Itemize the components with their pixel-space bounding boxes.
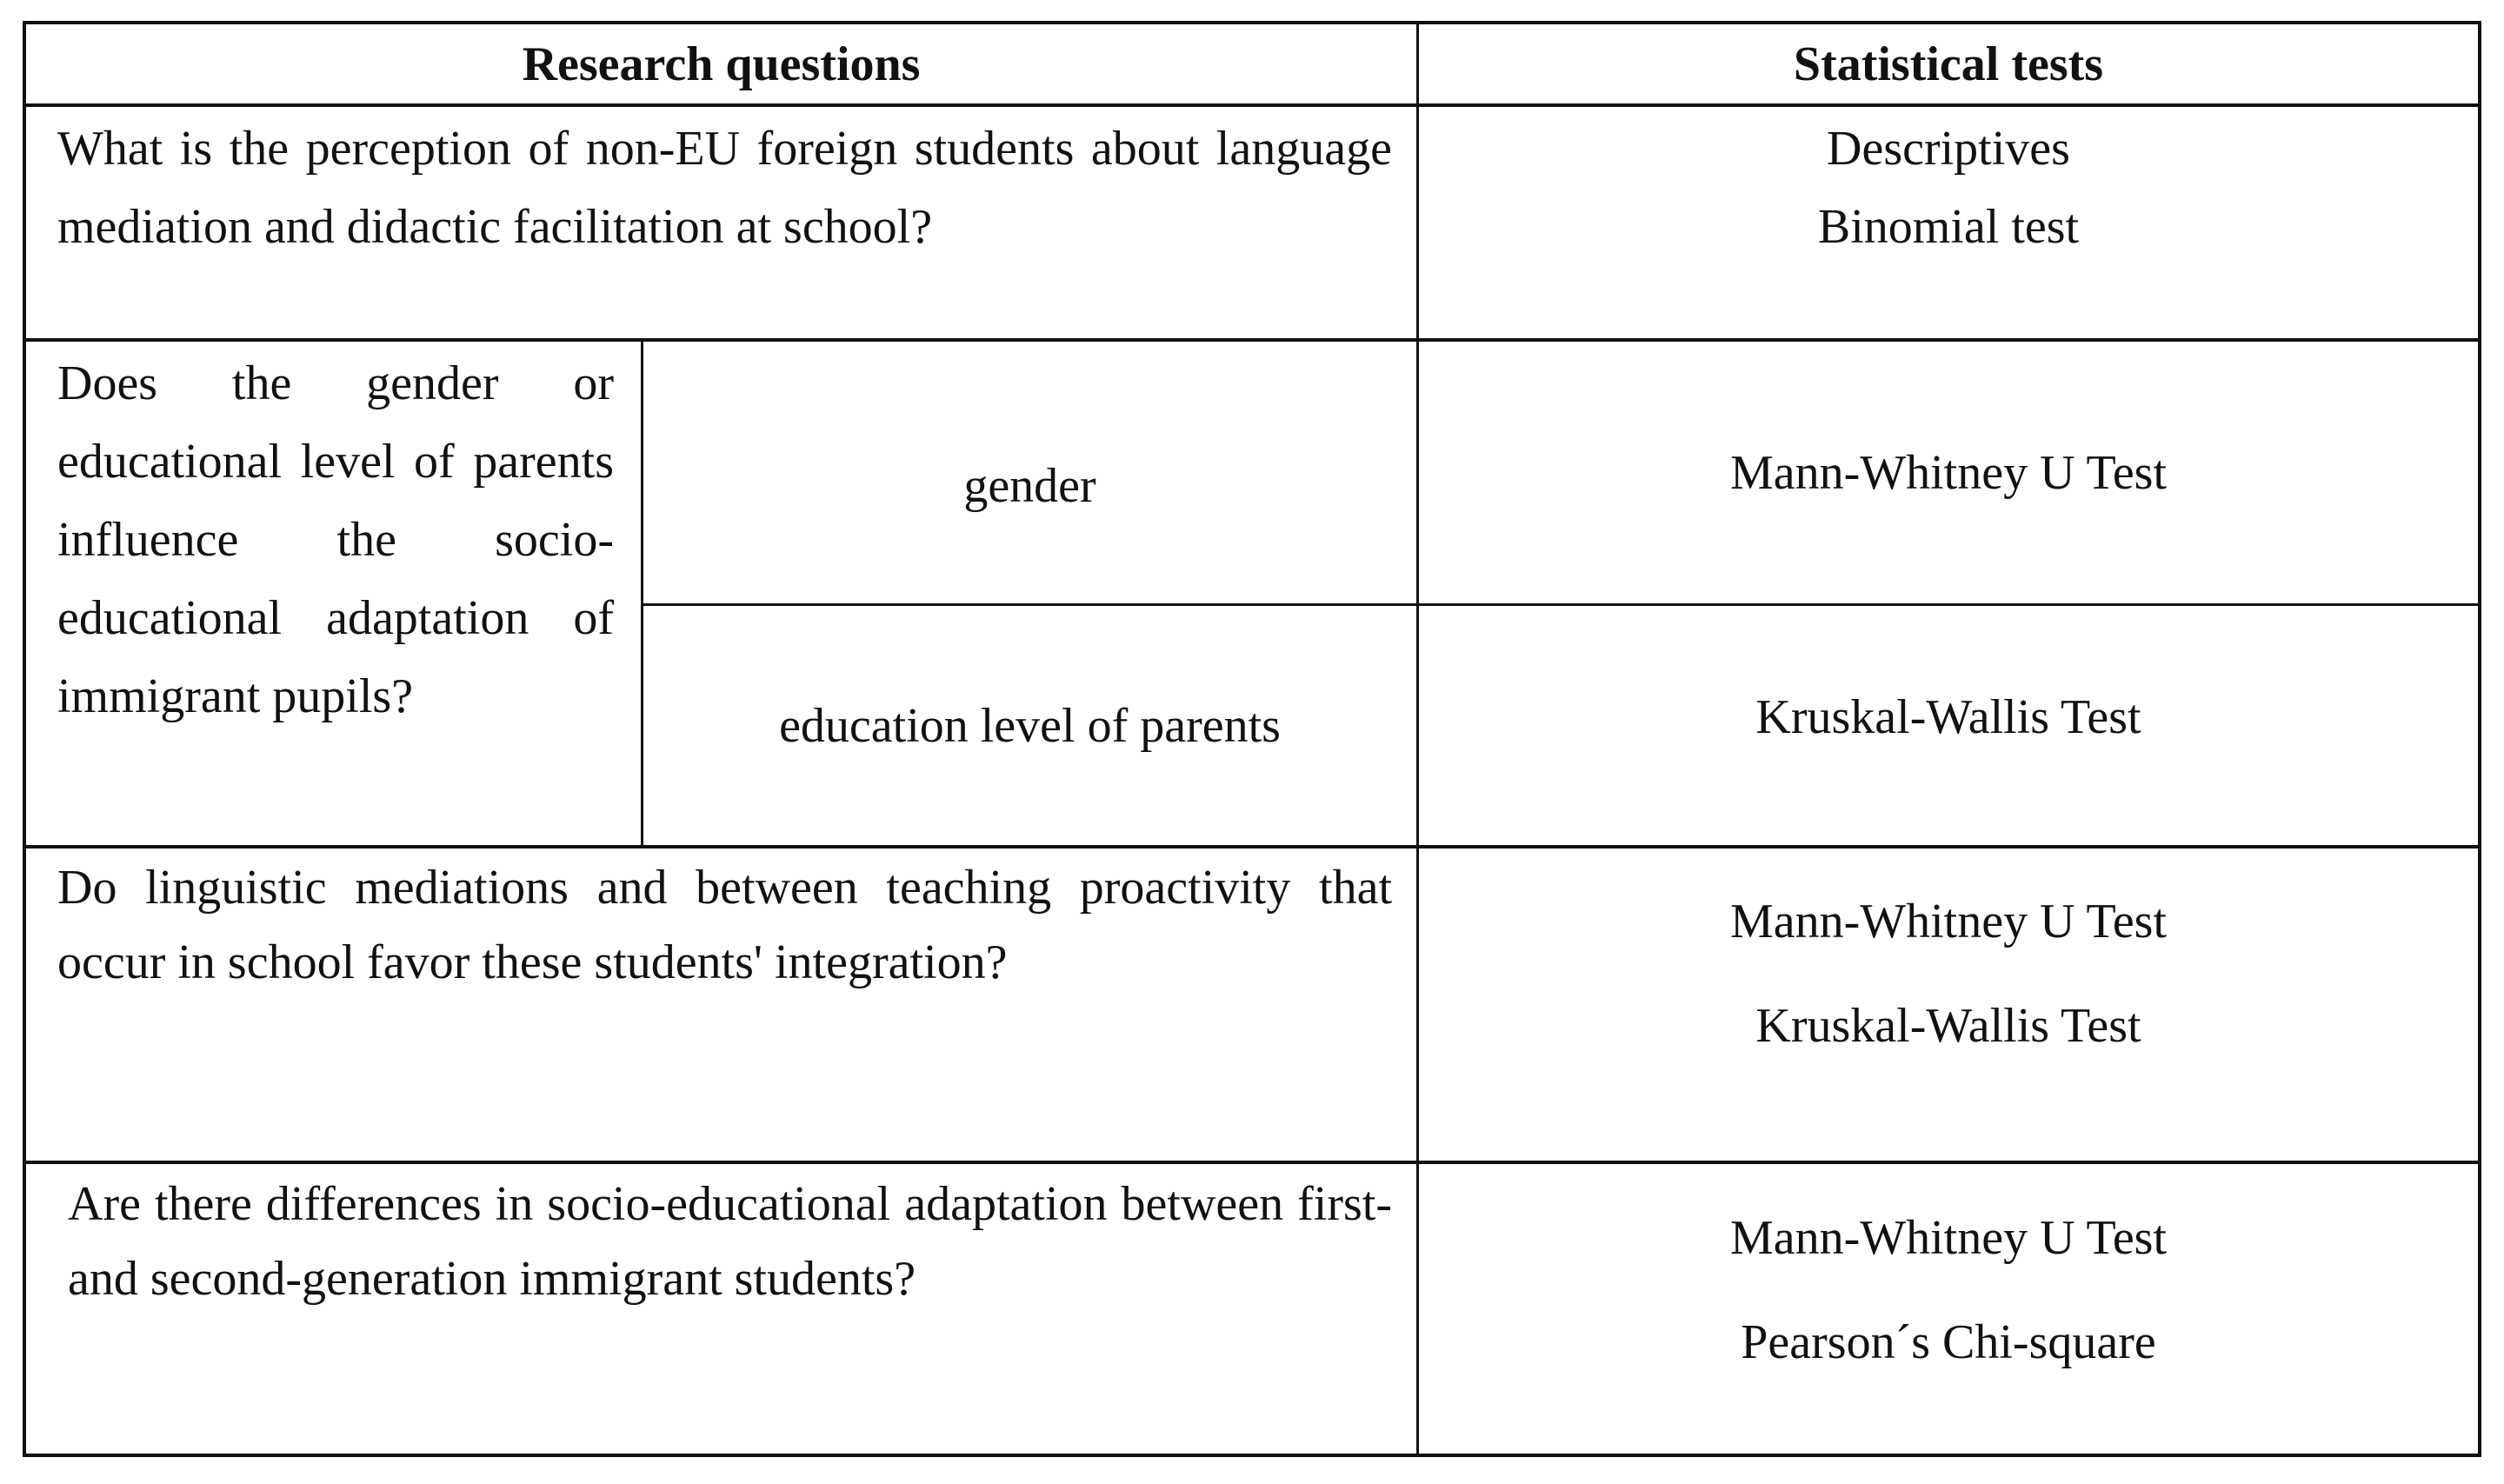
- row3-divider: [26, 1161, 2478, 1164]
- test-kruskal-wallis-education: Kruskal-Wallis Test: [1755, 689, 2141, 744]
- row2-divider: [26, 845, 2478, 848]
- row3-tests: [1419, 869, 2478, 1078]
- question-1: What is the perception of non-EU foreign students about language mediation and didactic facilitation at school?: [57, 122, 1392, 254]
- test-mann-whitney-generation: Mann-Whitney U Test: [1729, 1211, 2168, 1265]
- test-mann-whitney-gender: Mann-Whitney U Test: [1729, 445, 2168, 500]
- row4-tests: [1419, 1186, 2478, 1394]
- header-divider: [26, 103, 2478, 107]
- test-pearson-chi-square: Pearson´s Chi-square: [1741, 1315, 2156, 1369]
- variable-gender: gender: [963, 458, 1096, 513]
- question-3: Do linguistic mediations and between teaching proactivity that occur in school favor these students' integration?: [57, 861, 1392, 989]
- test-descriptives: Descriptives: [1827, 122, 2070, 176]
- question-4: Are there differences in socio-educational adaptation between first- and second-generation immigrant students?: [68, 1177, 1392, 1306]
- row1-tests: [1419, 110, 2478, 266]
- test-binomial: Binomial test: [1817, 200, 2080, 254]
- header-statistical-tests: Statistical tests: [1793, 37, 2104, 91]
- test-kruskal-wallis: Kruskal-Wallis Test: [1755, 999, 2141, 1053]
- variable-education-level: education level of parents: [779, 698, 1281, 753]
- test-mann-whitney: Mann-Whitney U Test: [1729, 895, 2168, 948]
- question-2: Does the gender or educational level of parents influence the socio-educational adaptation of immigrant pupils?: [57, 356, 614, 723]
- header-research-questions: Research questions: [522, 37, 921, 91]
- research-tests-table: [23, 21, 2481, 1457]
